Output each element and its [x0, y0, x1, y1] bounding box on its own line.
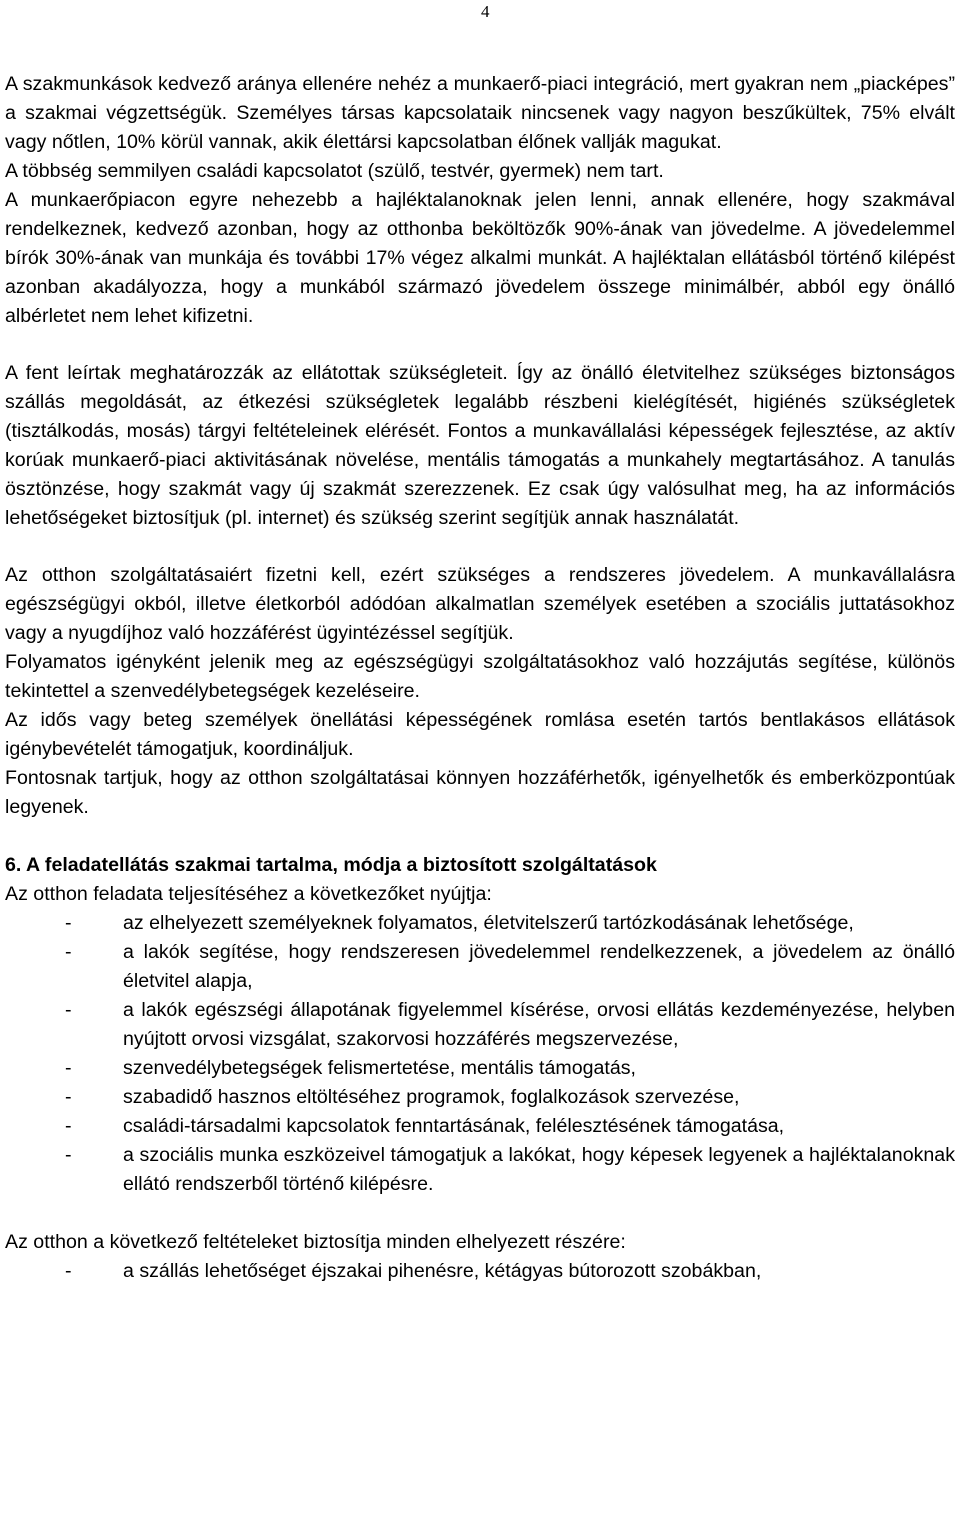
paragraph: A fent leírtak meghatározzák az ellátottak szükségleteit. Így az önálló életvitelhez szükséges biztonságos szállás megoldását, az étkezési szükségletek legalább részbeni kielégítését, higiénés szükségletek (tisztálkodás, mosás) tárgyi feltételeinek elérését. Fontos a munkavállalási képességek fejlesztése, az aktív korúak munkaerő-piaci aktivitásának növelése, mentális támogatás a munkahely megtartásához. A tanulás ösztönzése, hogy szakmát vagy új szakmát szerezzenek. Ez csak úgy valósulhat meg, ha az információs lehetőségeket biztosítjuk (pl. internet) és szükség szerint segítjük annak használatát. [5, 362, 955, 529]
page-number: 4 [481, 2, 490, 21]
paragraph: Fontosnak tartjuk, hogy az otthon szolgáltatásai könnyen hozzáférhetők, igényelhetők és emberközpontúak legyenek. [5, 767, 955, 818]
list-item-text: a szállás lehetőséget éjszakai pihenésre, kétágyas bútorozott szobákban, [123, 1260, 762, 1282]
paragraph: A munkaerőpiacon egyre nehezebb a hajléktalanoknak jelen lenni, annak ellenére, hogy szakmával rendelkeznek, kedvező azonban, hogy az otthonba beköltözők 90%-ának van jövedelme. A jövedelemmel bírók 30%-ának van munkája és további 17% végez alkalmi munkát. A hajléktalan ellátásból történő kilépést azonban akadályozza, hogy a munkából származó jövedelem összege minimálbér, abból egy önálló albérletet nem lehet kifizetni. [5, 189, 955, 327]
dash-bullet: - [65, 1260, 72, 1282]
paragraph: A szakmunkások kedvező aránya ellenére nehéz a munkaerő-piaci integráció, mert gyakran nem „piacképes” a szakmai végzettségük. Személyes társas kapcsolataik nincsenek vagy nagyon beszűkültek, 75% elvált vagy nőtlen, 10% körül vannak, akik élettársi kapcsolatban élőnek vallják magukat. [5, 73, 955, 153]
dash-bullet: - [65, 941, 72, 963]
conditions-list [5, 1257, 955, 1286]
paragraph: Az otthon szolgáltatásaiért fizetni kell, ezért szükséges a rendszeres jövedelem. A munkavállalásra egészségügyi okból, illetve életkorból adódóan alkalmatlan személyek esetében a szociális juttatásokhoz vagy a nyugdíjhoz való hozzáférést ügyintézéssel segítjük. [5, 564, 955, 644]
list-intro: Az otthon a következő feltételeket biztosítja minden elhelyezett részére: [5, 1231, 626, 1253]
paragraph: Az idős vagy beteg személyek önellátási képességének romlása esetén tartós bentlakásos ellátások igénybevételét támogatjuk, koordináljuk. [5, 709, 955, 760]
paragraph: Folyamatos igényként jelenik meg az egészségügyi szolgáltatásokhoz való hozzájutás segítése, különös tekintettel a szenvedélybetegségek kezeléseire. [5, 651, 955, 702]
list-item-text: a lakók segítése, hogy rendszeresen jövedelemmel rendelkezzenek, a jövedelem az önálló életvitel alapja, [123, 941, 955, 992]
service-list [5, 909, 955, 1199]
list-item-text: családi-társadalmi kapcsolatok fenntartásának, felélesztésének támogatása, [123, 1115, 785, 1137]
list-item-text: a lakók egészségi állapotának figyelemmel kísérése, orvosi ellátás kezdeményezése, helyben nyújtott orvosi vizsgálat, szakorvosi hozzáférés megszervezése, [123, 999, 955, 1050]
dash-bullet: - [65, 1115, 72, 1137]
list-item [5, 1141, 955, 1199]
list-item [5, 1112, 955, 1141]
dash-bullet: - [65, 999, 72, 1021]
paragraph: A többség semmilyen családi kapcsolatot (szülő, testvér, gyermek) nem tart. [5, 160, 664, 182]
list-item [5, 909, 955, 938]
list-intro: Az otthon feladata teljesítéséhez a következőket nyújtja: [5, 883, 492, 905]
dash-bullet: - [65, 1086, 72, 1108]
list-item [5, 938, 955, 996]
list-item-text: szenvedélybetegségek felismertetése, mentális támogatás, [123, 1057, 636, 1079]
list-item [5, 996, 955, 1054]
dash-bullet: - [65, 1057, 72, 1079]
list-item-text: szabadidő hasznos eltöltéséhez programok, foglalkozások szervezése, [123, 1086, 740, 1108]
list-item-text: az elhelyezett személyeknek folyamatos, életvitelszerű tartózkodásának lehetősége, [123, 912, 854, 934]
list-item [5, 1257, 955, 1286]
list-item-text: a szociális munka eszközeivel támogatjuk a lakókat, hogy képesek legyenek a hajléktalanoknak ellátó rendszerből történő kilépésre. [123, 1144, 955, 1195]
section-heading: 6. A feladatellátás szakmai tartalma, módja a biztosított szolgáltatások [5, 854, 657, 876]
list-item [5, 1054, 955, 1083]
dash-bullet: - [65, 912, 72, 934]
list-item [5, 1083, 955, 1112]
document-body [5, 70, 955, 1286]
dash-bullet: - [65, 1144, 72, 1166]
